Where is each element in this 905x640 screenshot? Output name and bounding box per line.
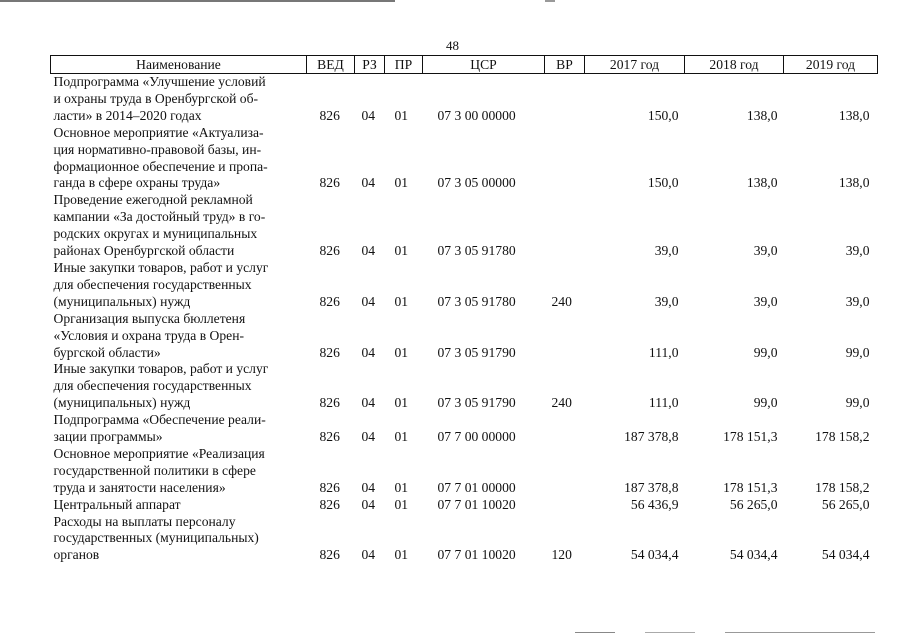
scan-edge-line-bottom bbox=[575, 632, 875, 633]
cell-y2019: 138,0 bbox=[838, 107, 870, 123]
cell-pr: 01 bbox=[394, 243, 409, 259]
row-name bbox=[51, 497, 307, 514]
cell-pr: 01 bbox=[394, 344, 409, 360]
cell-y2019: 99,0 bbox=[845, 344, 870, 360]
row-name-line: труда и занятости населения» bbox=[53, 479, 226, 495]
cell-vr: 240 bbox=[551, 293, 572, 309]
cell-csr: 07 3 05 91790 bbox=[437, 395, 516, 411]
cell-vr bbox=[545, 74, 585, 125]
cell-rz: 04 bbox=[361, 547, 376, 563]
cell-pr: 01 bbox=[394, 547, 409, 563]
cell-y2017: 56 436,9 bbox=[630, 496, 679, 512]
cell-vr: 240 bbox=[551, 395, 572, 411]
cell-csr: 07 3 05 91780 bbox=[437, 243, 516, 259]
cell-y2017: 111,0 bbox=[648, 395, 679, 411]
cell-ved: 826 bbox=[319, 175, 340, 191]
row-name-line: для обеспечения государственных bbox=[53, 276, 252, 292]
table-row bbox=[51, 74, 878, 125]
table-row bbox=[51, 412, 878, 446]
table-row bbox=[51, 192, 878, 260]
cell-ved: 826 bbox=[319, 243, 340, 259]
row-name-line: Основное мероприятие «Реализация bbox=[53, 445, 265, 461]
row-name bbox=[51, 74, 307, 125]
cell-y2017: 39,0 bbox=[654, 243, 679, 259]
header-rz: РЗ bbox=[355, 56, 385, 74]
row-name-line: бургской области» bbox=[53, 344, 161, 360]
header-name: Наименование bbox=[51, 56, 307, 74]
row-name-line: (муниципальных) нужд bbox=[53, 293, 191, 309]
row-name bbox=[51, 361, 307, 412]
cell-rz: 04 bbox=[361, 395, 376, 411]
cell-y2017: 150,0 bbox=[647, 175, 679, 191]
cell-y2018: 178 151,3 bbox=[723, 429, 778, 445]
table-header-row bbox=[51, 56, 878, 74]
cell-vr bbox=[545, 311, 585, 362]
budget-table bbox=[50, 55, 878, 564]
row-name bbox=[51, 412, 307, 446]
table-row bbox=[51, 446, 878, 497]
cell-ved: 826 bbox=[319, 107, 340, 123]
cell-csr: 07 7 01 10020 bbox=[437, 547, 516, 563]
cell-rz: 04 bbox=[361, 429, 376, 445]
cell-csr: 07 7 01 10020 bbox=[437, 496, 516, 512]
cell-y2018: 99,0 bbox=[753, 395, 778, 411]
cell-rz: 04 bbox=[361, 344, 376, 360]
row-name-line: и охраны труда в Оренбургской об- bbox=[53, 90, 259, 106]
row-name-line: Подпрограмма «Обеспечение реали- bbox=[53, 412, 266, 428]
table-row bbox=[51, 361, 878, 412]
page-number: 48 bbox=[446, 38, 459, 53]
table-row bbox=[51, 311, 878, 362]
cell-pr: 01 bbox=[394, 496, 409, 512]
row-name-line: органов bbox=[53, 547, 100, 563]
header-2019: 2019 год bbox=[784, 56, 878, 74]
table-row bbox=[51, 514, 878, 565]
row-name-line: Подпрограмма «Улучшение условий bbox=[53, 74, 266, 89]
row-name-line: Основное мероприятие «Актуализа- bbox=[53, 124, 264, 140]
row-name-line: Проведение ежегодной рекламной bbox=[53, 192, 253, 208]
cell-ved: 826 bbox=[319, 293, 340, 309]
cell-ved: 826 bbox=[319, 496, 340, 512]
row-name-line: Иные закупки товаров, работ и услуг bbox=[53, 259, 269, 275]
row-name bbox=[51, 125, 307, 193]
cell-y2017: 39,0 bbox=[654, 293, 679, 309]
cell-pr: 01 bbox=[394, 175, 409, 191]
row-name-line: зации программы» bbox=[53, 429, 163, 445]
cell-vr: 120 bbox=[551, 547, 572, 563]
header-2018: 2018 год bbox=[685, 56, 784, 74]
header-pr: ПР bbox=[385, 56, 423, 74]
cell-csr: 07 3 05 91790 bbox=[437, 344, 516, 360]
row-name-line: ция нормативно-правовой базы, ин- bbox=[53, 141, 262, 157]
cell-ved: 826 bbox=[319, 429, 340, 445]
cell-y2018: 39,0 bbox=[753, 243, 778, 259]
scan-edge-line-top bbox=[0, 0, 905, 2]
row-name-line: государственной политики в сфере bbox=[53, 462, 256, 478]
cell-ved: 826 bbox=[319, 479, 340, 495]
table-body bbox=[51, 74, 878, 565]
cell-y2019: 178 158,2 bbox=[815, 479, 870, 495]
cell-y2019: 99,0 bbox=[845, 395, 870, 411]
cell-y2017: 150,0 bbox=[647, 107, 679, 123]
row-name-line: (муниципальных) нужд bbox=[53, 395, 191, 411]
cell-y2019: 178 158,2 bbox=[815, 429, 870, 445]
row-name-line: ласти» в 2014–2020 годах bbox=[53, 107, 202, 123]
cell-y2018: 39,0 bbox=[753, 293, 778, 309]
row-name-line: «Условия и охрана труда в Орен- bbox=[53, 327, 244, 343]
cell-y2018: 138,0 bbox=[746, 107, 778, 123]
cell-csr: 07 3 05 00000 bbox=[437, 175, 516, 191]
row-name-line: кампании «За достойный труд» в го- bbox=[53, 209, 266, 225]
header-csr: ЦСР bbox=[423, 56, 545, 74]
row-name bbox=[51, 192, 307, 260]
cell-rz: 04 bbox=[361, 496, 376, 512]
row-name-line: Организация выпуска бюллетеня bbox=[53, 310, 246, 326]
cell-rz: 04 bbox=[361, 175, 376, 191]
cell-y2018: 54 034,4 bbox=[729, 547, 778, 563]
cell-vr bbox=[545, 192, 585, 260]
cell-y2019: 138,0 bbox=[838, 175, 870, 191]
cell-csr: 07 3 05 91780 bbox=[437, 293, 516, 309]
row-name-line: ганда в сфере охраны труда» bbox=[53, 175, 221, 191]
row-name bbox=[51, 514, 307, 565]
row-name-line: формационное обеспечение и пропа- bbox=[53, 158, 268, 174]
cell-rz: 04 bbox=[361, 479, 376, 495]
cell-y2019: 56 265,0 bbox=[821, 496, 870, 512]
cell-y2019: 39,0 bbox=[845, 243, 870, 259]
cell-vr bbox=[545, 446, 585, 497]
header-vr: ВР bbox=[545, 56, 585, 74]
cell-y2017: 111,0 bbox=[648, 344, 679, 360]
cell-ved: 826 bbox=[319, 344, 340, 360]
table-row bbox=[51, 497, 878, 514]
cell-pr: 01 bbox=[394, 293, 409, 309]
table-row bbox=[51, 260, 878, 311]
cell-y2017: 187 378,8 bbox=[624, 429, 679, 445]
cell-y2017: 187 378,8 bbox=[624, 479, 679, 495]
cell-vr bbox=[545, 412, 585, 446]
row-name bbox=[51, 260, 307, 311]
header-ved: ВЕД bbox=[307, 56, 355, 74]
cell-y2019: 54 034,4 bbox=[821, 547, 870, 563]
cell-ved: 826 bbox=[319, 547, 340, 563]
row-name-line: Центральный аппарат bbox=[53, 496, 181, 512]
row-name-line: районах Оренбургской области bbox=[53, 243, 235, 259]
row-name-line: Иные закупки товаров, работ и услуг bbox=[53, 361, 269, 377]
cell-pr: 01 bbox=[394, 395, 409, 411]
cell-csr: 07 7 00 00000 bbox=[437, 429, 516, 445]
cell-csr: 07 3 00 00000 bbox=[437, 107, 516, 123]
cell-rz: 04 bbox=[361, 107, 376, 123]
cell-rz: 04 bbox=[361, 293, 376, 309]
cell-y2018: 178 151,3 bbox=[723, 479, 778, 495]
cell-y2017: 54 034,4 bbox=[630, 547, 679, 563]
row-name-line: государственных (муниципальных) bbox=[53, 530, 259, 546]
cell-y2019: 39,0 bbox=[845, 293, 870, 309]
cell-y2018: 138,0 bbox=[746, 175, 778, 191]
cell-vr bbox=[545, 125, 585, 193]
cell-pr: 01 bbox=[394, 479, 409, 495]
row-name-line: Расходы на выплаты персоналу bbox=[53, 513, 236, 529]
header-2017: 2017 год bbox=[585, 56, 685, 74]
cell-rz: 04 bbox=[361, 243, 376, 259]
cell-y2018: 99,0 bbox=[753, 344, 778, 360]
row-name bbox=[51, 311, 307, 362]
table-row bbox=[51, 125, 878, 193]
cell-pr: 01 bbox=[394, 107, 409, 123]
cell-vr bbox=[545, 497, 585, 514]
row-name-line: родских округах и муниципальных bbox=[53, 226, 258, 242]
cell-ved: 826 bbox=[319, 395, 340, 411]
cell-csr: 07 7 01 00000 bbox=[437, 479, 516, 495]
cell-y2018: 56 265,0 bbox=[729, 496, 778, 512]
cell-pr: 01 bbox=[394, 429, 409, 445]
row-name-line: для обеспечения государственных bbox=[53, 378, 252, 394]
row-name bbox=[51, 446, 307, 497]
